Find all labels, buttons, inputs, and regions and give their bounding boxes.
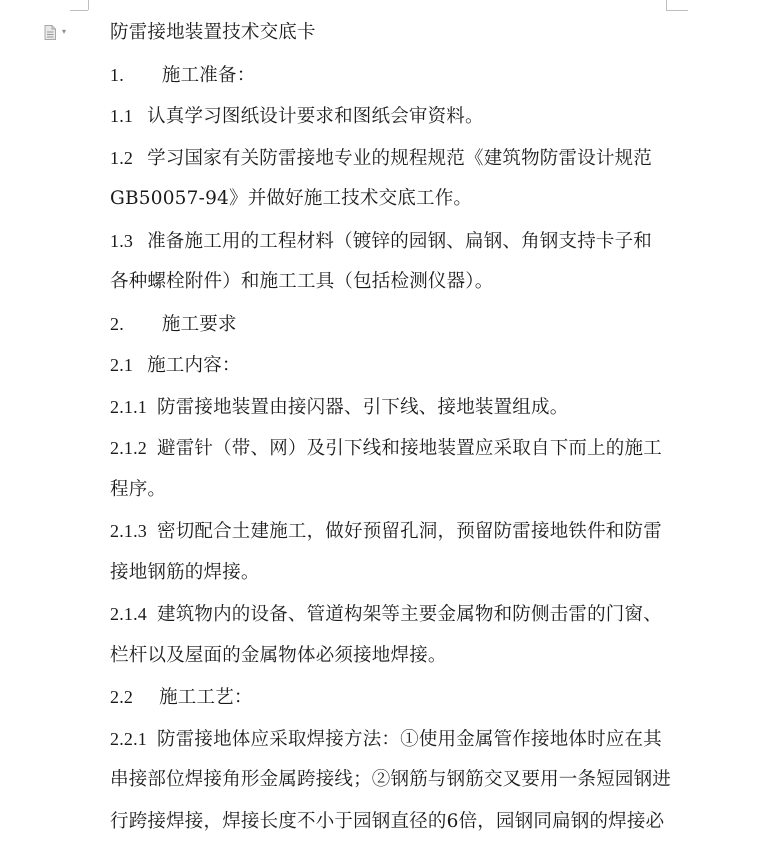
crop-mark-top-right xyxy=(666,0,667,10)
line-number: 2.1.4 xyxy=(110,604,147,624)
crop-mark-top-left-horizontal xyxy=(70,10,88,11)
crop-mark-top-right-horizontal xyxy=(666,10,688,11)
crop-mark-top-left xyxy=(88,0,89,10)
paragraph-2-1-2 xyxy=(110,433,670,475)
paragraph-2-1-1 xyxy=(110,392,670,434)
line-number: 1.3 xyxy=(110,231,133,251)
paragraph-2-1-3-cont xyxy=(110,558,670,600)
paragraph-2-1-4-cont xyxy=(110,641,670,683)
line-text: 学习国家有关防雷接地专业的规程规范《建筑物防雷设计规范 xyxy=(147,148,652,169)
line-text: GB50057-94》并做好施工技术交底工作。 xyxy=(110,188,472,209)
document-icon[interactable] xyxy=(44,25,56,40)
paragraph-1-3 xyxy=(110,226,670,268)
paragraph-1-2-cont xyxy=(110,184,670,226)
line-number: 1.1 xyxy=(110,106,133,126)
paragraph-1-1 xyxy=(110,101,670,143)
paragraph-2-1-4 xyxy=(110,599,670,641)
line-text: 串接部位焊接角形金属跨接线；②钢筋与钢筋交叉要用一条短园钢进 xyxy=(110,769,671,790)
line-text: 准备施工用的工程材料（镀锌的园钢、扁钢、角钢支持卡子和 xyxy=(147,231,652,252)
line-text: 行跨接焊接，焊接长度不小于园钢直径的6倍，园钢同扁钢的焊接必 xyxy=(110,811,664,832)
document-title: 防雷接地装置技术交底卡 xyxy=(110,18,670,60)
line-text: 防雷接地体应采取焊接方法：①使用金属管作接地体时应在其 xyxy=(157,729,662,750)
document-body xyxy=(110,18,670,848)
line-number: 2.1 xyxy=(110,355,133,375)
paragraph-1-3-cont xyxy=(110,267,670,309)
line-text: 施工准备： xyxy=(162,65,256,86)
paragraph-2-2 xyxy=(110,682,670,724)
line-number: 1.2 xyxy=(110,148,133,168)
paragraph-2-1 xyxy=(110,350,670,392)
paragraph-2-1-2-cont xyxy=(110,475,670,517)
line-text: 施工工艺： xyxy=(159,687,253,708)
line-number: 2.1.1 xyxy=(110,397,147,417)
line-text: 防雷接地装置由接闪器、引下线、接地装置组成。 xyxy=(157,397,568,418)
line-text: 程序。 xyxy=(110,479,166,500)
line-number: 2.1.2 xyxy=(110,438,147,458)
paragraph-2-2-1-cont-2 xyxy=(110,807,670,848)
line-text: 避雷针（带、网）及引下线和接地装置应采取自下而上的施工 xyxy=(157,438,662,459)
line-text: 栏杆以及屋面的金属物体必须接地焊接。 xyxy=(110,645,447,666)
line-number: 2. xyxy=(110,314,124,334)
heading-1 xyxy=(110,60,670,102)
line-text: 认真学习图纸设计要求和图纸会审资料。 xyxy=(147,106,484,127)
line-text: 各种螺栓附件）和施工工具（包括检测仪器）。 xyxy=(110,271,493,292)
line-number: 2.2.1 xyxy=(110,729,147,749)
heading-2 xyxy=(110,309,670,351)
paragraph-2-2-1-cont xyxy=(110,765,670,807)
line-number: 2.1.3 xyxy=(110,521,147,541)
line-text: 施工内容： xyxy=(147,355,241,376)
line-text: 建筑物内的设备、管道构架等主要金属物和防侧击雷的门窗、 xyxy=(157,604,662,625)
line-text: 接地钢筋的焊接。 xyxy=(110,562,260,583)
caret-down-icon[interactable]: ▾ xyxy=(62,27,66,36)
paragraph-1-2 xyxy=(110,143,670,185)
line-text: 密切配合土建施工，做好预留孔洞，预留防雷接地铁件和防雷 xyxy=(157,521,662,542)
line-number: 1. xyxy=(110,65,124,85)
paragraph-2-1-3 xyxy=(110,516,670,558)
line-number: 2.2 xyxy=(110,687,133,707)
line-text: 施工要求 xyxy=(162,314,237,335)
paragraph-2-2-1 xyxy=(110,724,670,766)
